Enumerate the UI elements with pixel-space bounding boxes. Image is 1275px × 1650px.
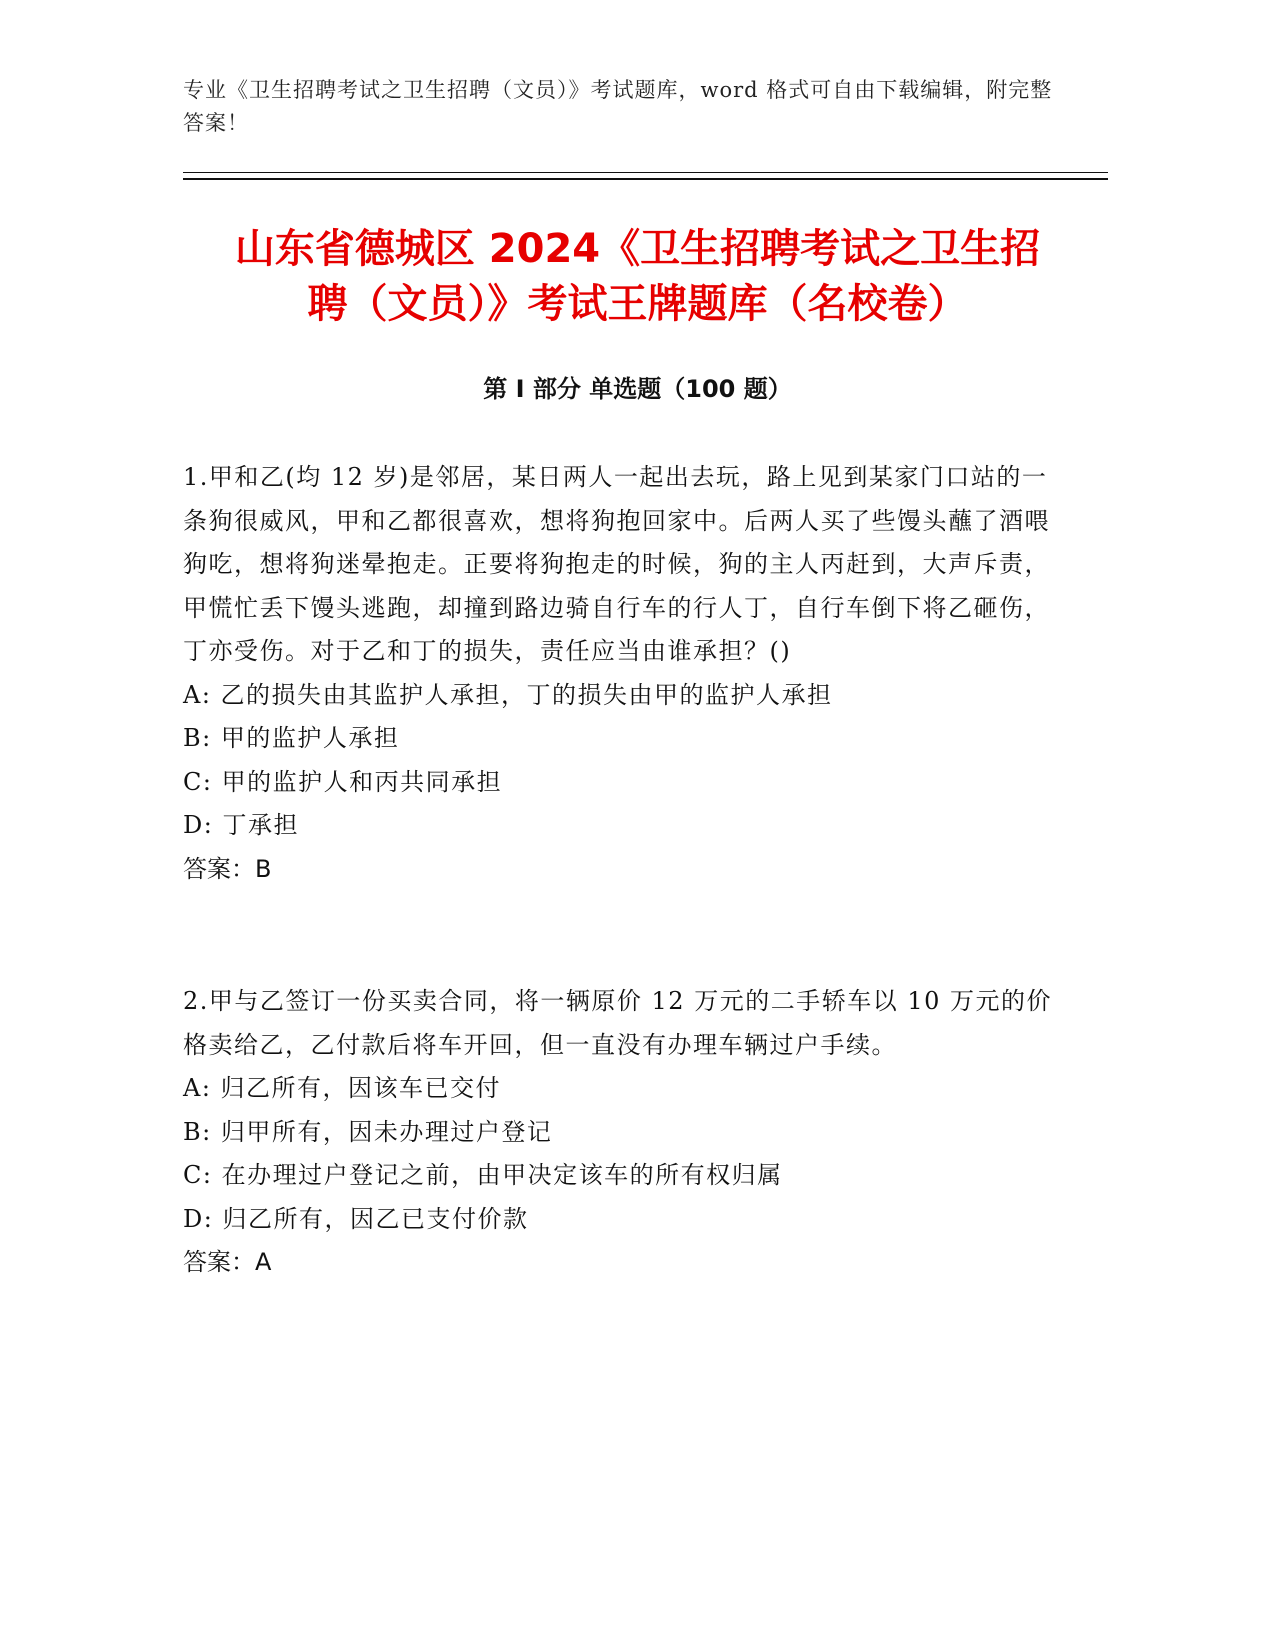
document-title (150, 222, 1125, 332)
header-divider-thin (183, 172, 1108, 173)
question-2-option-b: B: 归甲所有，因未办理过户登记 (183, 1117, 553, 1146)
header-divider-thick (183, 178, 1108, 180)
section-heading: 第 I 部分 单选题（100 题） (483, 375, 792, 403)
question-2-stem: 2.甲与乙签订一份买卖合同，将一辆原价 12 万元的二手轿车以 10 万元的价格卖给乙，乙付款后将车开回，但一直没有办理车辆过户手续。 (183, 987, 1052, 1059)
question-2-option-d: D: 归乙所有，因乙已支付价款 (183, 1204, 529, 1233)
question-1-answer: 答案：B (183, 854, 272, 883)
question-2-option-a: A: 归乙所有，因该车已交付 (183, 1074, 502, 1102)
question-1-option-a: A: 乙的损失由其监护人承担，丁的损失由甲的监护人承担 (183, 680, 833, 709)
question-2-answer: 答案：A (183, 1248, 272, 1276)
question-1-option-d: D: 丁承担 (183, 811, 299, 839)
question-1 (183, 456, 1053, 891)
document-title-line-2: 聘（文员）》考试王牌题库（名校卷） (307, 281, 968, 327)
question-2 (183, 980, 1053, 1285)
question-1-stem: 1.甲和乙(均 12 岁)是邻居，某日两人一起出去玩，路上见到某家门口站的一条狗很威风，甲和乙都很喜欢，想将狗抱回家中。后两人买了些馒头蘸了酒喂狗吃，想将狗迷晕抱走。正要将狗抱走的时候，狗的主人丙赶到，大声斥责，甲慌忙丢下馒头逃跑，却撞到路边骑自行车的行人丁，自行车倒下将乙砸伤，丁亦受伤。对于乙和丁的损失，责任应当由谁承担？() (183, 463, 1050, 665)
header-note: 专业《卫生招聘考试之卫生招聘（文员）》考试题库，word 格式可自由下载编辑，附完整答案！ (183, 78, 1053, 135)
question-1-option-c: C: 甲的监护人和丙共同承担 (183, 767, 503, 796)
question-2-option-c: C: 在办理过户登记之前，由甲决定该车的所有权归属 (183, 1161, 783, 1189)
question-1-option-b: B: 甲的监护人承担 (183, 724, 400, 752)
document-title-line-1: 山东省德城区 2024《卫生招聘考试之卫生招 (234, 226, 1041, 272)
